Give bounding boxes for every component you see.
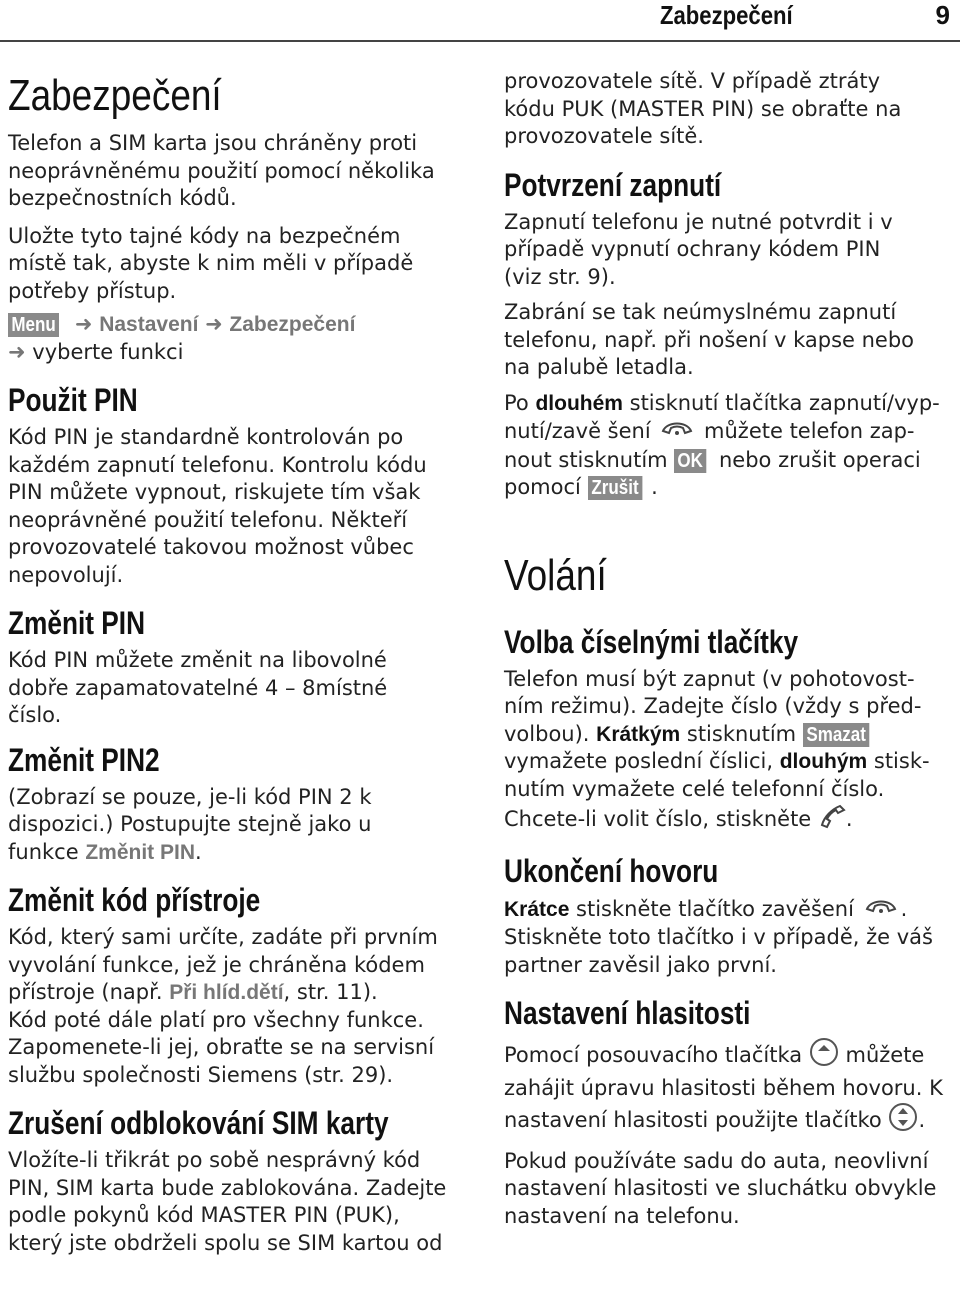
text-fragment: vymažete poslední číslici, xyxy=(504,749,780,773)
scroll-key-icon xyxy=(809,1037,839,1075)
text-fragment: stisknutím xyxy=(680,721,803,746)
text-fragment: . Stiskněte toto tlačítko i v případě, že váš partner zavěsil jako první. xyxy=(504,896,933,977)
text-fragment: Telefon musí být zapnut (v pohotovost-ním režimu). Zadejte číslo (vždy s před-volbou). xyxy=(504,666,922,746)
section-title-use-pin: Použit PIN xyxy=(8,382,138,418)
end-call-icon xyxy=(861,895,901,925)
text-fragment: . xyxy=(651,475,658,499)
bold-word: dlouhém xyxy=(535,391,623,415)
cancel-softkey: Zrušit xyxy=(588,476,642,500)
section-text-power-confirm-3 xyxy=(504,390,944,502)
section-title-dialing: Volba číselnými tlačítky xyxy=(504,623,799,660)
section-text-device-code xyxy=(8,924,453,1007)
bold-word: Krátce xyxy=(504,897,570,921)
text-fragment: stiskněte tlačítko zavěšení xyxy=(569,896,861,921)
right-column xyxy=(504,68,949,1230)
section-text-change-pin: Kód PIN můžete změnit na libovolné dobře zapamatovatelné 4 – 8místné číslo. xyxy=(8,648,388,727)
arrow-right-icon: ➜ xyxy=(8,339,26,364)
text-fragment: Kód, který sami určíte, zadáte při prvním vyvolání funkce, jež je chráněna kódem přístroje (např. xyxy=(8,925,438,1004)
page-number: 9 xyxy=(935,0,950,30)
text-fragment: můžete zahájit úpravu hlasitosti během hovoru. K nastavení hlasitosti použijte tlačítko xyxy=(504,1042,943,1132)
chapter-title-calling: Volání xyxy=(504,550,607,600)
section-text-device-code-2: Kód poté dále platí pro všechny funkce. Zapomenete-li jej, obraťte se na servisní službu společnosti Siemens (str. 29). xyxy=(8,1007,435,1087)
text-fragment: stisk-nutím vymažete celé telefonní číslo. Chcete-li volit číslo, stiskněte xyxy=(504,749,930,831)
section-title-device-code: Změnit kód přístroje xyxy=(8,882,261,918)
intro-paragraph: Telefon a SIM karta jsou chráněny proti neoprávněnému použití pomocí několika bezpečnostních kódů. xyxy=(8,131,435,210)
section-text-dialing xyxy=(504,666,934,837)
section-text-power-confirm-1: Zapnutí telefonu je nutné potvrdit i v případě vypnutí ochrany kódem PIN (viz str. 9). xyxy=(504,209,893,289)
section-title-power-confirm: Potvrzení zapnutí xyxy=(504,166,722,203)
text-fragment: , str. 11). xyxy=(283,980,378,1004)
bold-word: dlouhým xyxy=(779,750,868,773)
menu-reference: Při hlíd.dětí xyxy=(169,981,284,1004)
text-fragment: nebo zrušit operaci pomocí xyxy=(504,447,921,499)
section-text-volume xyxy=(504,1037,949,1140)
section-text-power-confirm-2: Zabrání se tak neúmyslnému zapnutí telefonu, např. při nošení v kapse nebo na palubě letadla. xyxy=(504,300,915,379)
section-title-volume: Nastavení hlasitosti xyxy=(504,995,751,1031)
ok-softkey: OK xyxy=(674,449,706,473)
text-fragment: . xyxy=(845,806,853,831)
arrow-right-icon: ➜ xyxy=(74,312,93,336)
arrow-right-icon: ➜ xyxy=(205,312,223,336)
bold-word: Krátkým xyxy=(596,722,681,746)
section-text-change-pin2 xyxy=(8,784,388,867)
text-fragment: můžete telefon zap-nout stisknutím xyxy=(504,418,915,472)
left-column xyxy=(8,60,453,1257)
text-fragment: (Zobrazí se pouze, je-li kód PIN 2 k dispozici.) Postupujte stejně jako u funkce xyxy=(8,784,372,864)
section-title-sim-unblock: Zrušení odblokování SIM karty xyxy=(8,1105,389,1141)
section-text-sim-unblock: Vložíte-li třikrát po sobě nesprávný kód PIN, SIM karta bude zablokována. Zadejte podle pokynů kód MASTER PIN (PUK), který jste obdrželi spolu se SIM kartou od xyxy=(8,1148,447,1255)
menu-instruction: vyberte funkci xyxy=(32,339,184,364)
page-header-title: Zabezpečení xyxy=(660,0,793,30)
menu-item-security: Zabezpečení xyxy=(229,313,356,336)
continued-text: provozovatele sítě. V případě ztráty kódu PUK (MASTER PIN) se obraťte na provozovatele sítě. xyxy=(504,69,902,148)
intro-paragraph-2: Uložte tyto tajné kódy na bezpečném místě tak, abyste k nim měli v případě potřeby přístup. xyxy=(8,223,414,303)
section-title-end-call: Ukončení hovoru xyxy=(504,852,719,889)
menu-item-settings: Nastavení xyxy=(99,313,199,336)
section-text-end-call xyxy=(504,895,934,980)
text-fragment: stisknutí tlačítka zapnutí/vyp-nutí/zavě šení xyxy=(504,390,940,443)
call-icon xyxy=(818,803,846,837)
header-divider xyxy=(0,40,960,42)
menu-softkey: Menu xyxy=(8,313,59,337)
text-fragment: . xyxy=(195,839,202,864)
text-fragment: Po xyxy=(504,390,536,415)
section-title-change-pin: Změnit PIN xyxy=(8,605,146,641)
end-call-icon xyxy=(657,417,697,447)
text-fragment: . xyxy=(918,1107,926,1132)
volume-key-icon xyxy=(888,1102,918,1140)
page-title: Zabezpečení xyxy=(8,71,222,120)
menu-path xyxy=(8,311,453,366)
section-title-change-pin2: Změnit PIN2 xyxy=(8,741,160,778)
section-text-use-pin: Kód PIN je standardně kontrolován po každém zapnutí telefonu. Kontrolu kódu PIN můžete vypnout, riskujete tím však neoprávněné použití telefonu. Někteří provozovatelé takovou možnost vůbec nepovolují. xyxy=(8,425,427,587)
section-text-volume-2: Pokud používáte sadu do auta, neovlivní nastavení hlasitosti ve sluchátku obvykle nastavení na telefonu. xyxy=(504,1148,937,1228)
menu-reference: Změnit PIN xyxy=(85,840,196,864)
delete-softkey: Smazat xyxy=(803,723,869,747)
text-fragment: Pomocí posouvacího tlačítka xyxy=(504,1042,809,1067)
